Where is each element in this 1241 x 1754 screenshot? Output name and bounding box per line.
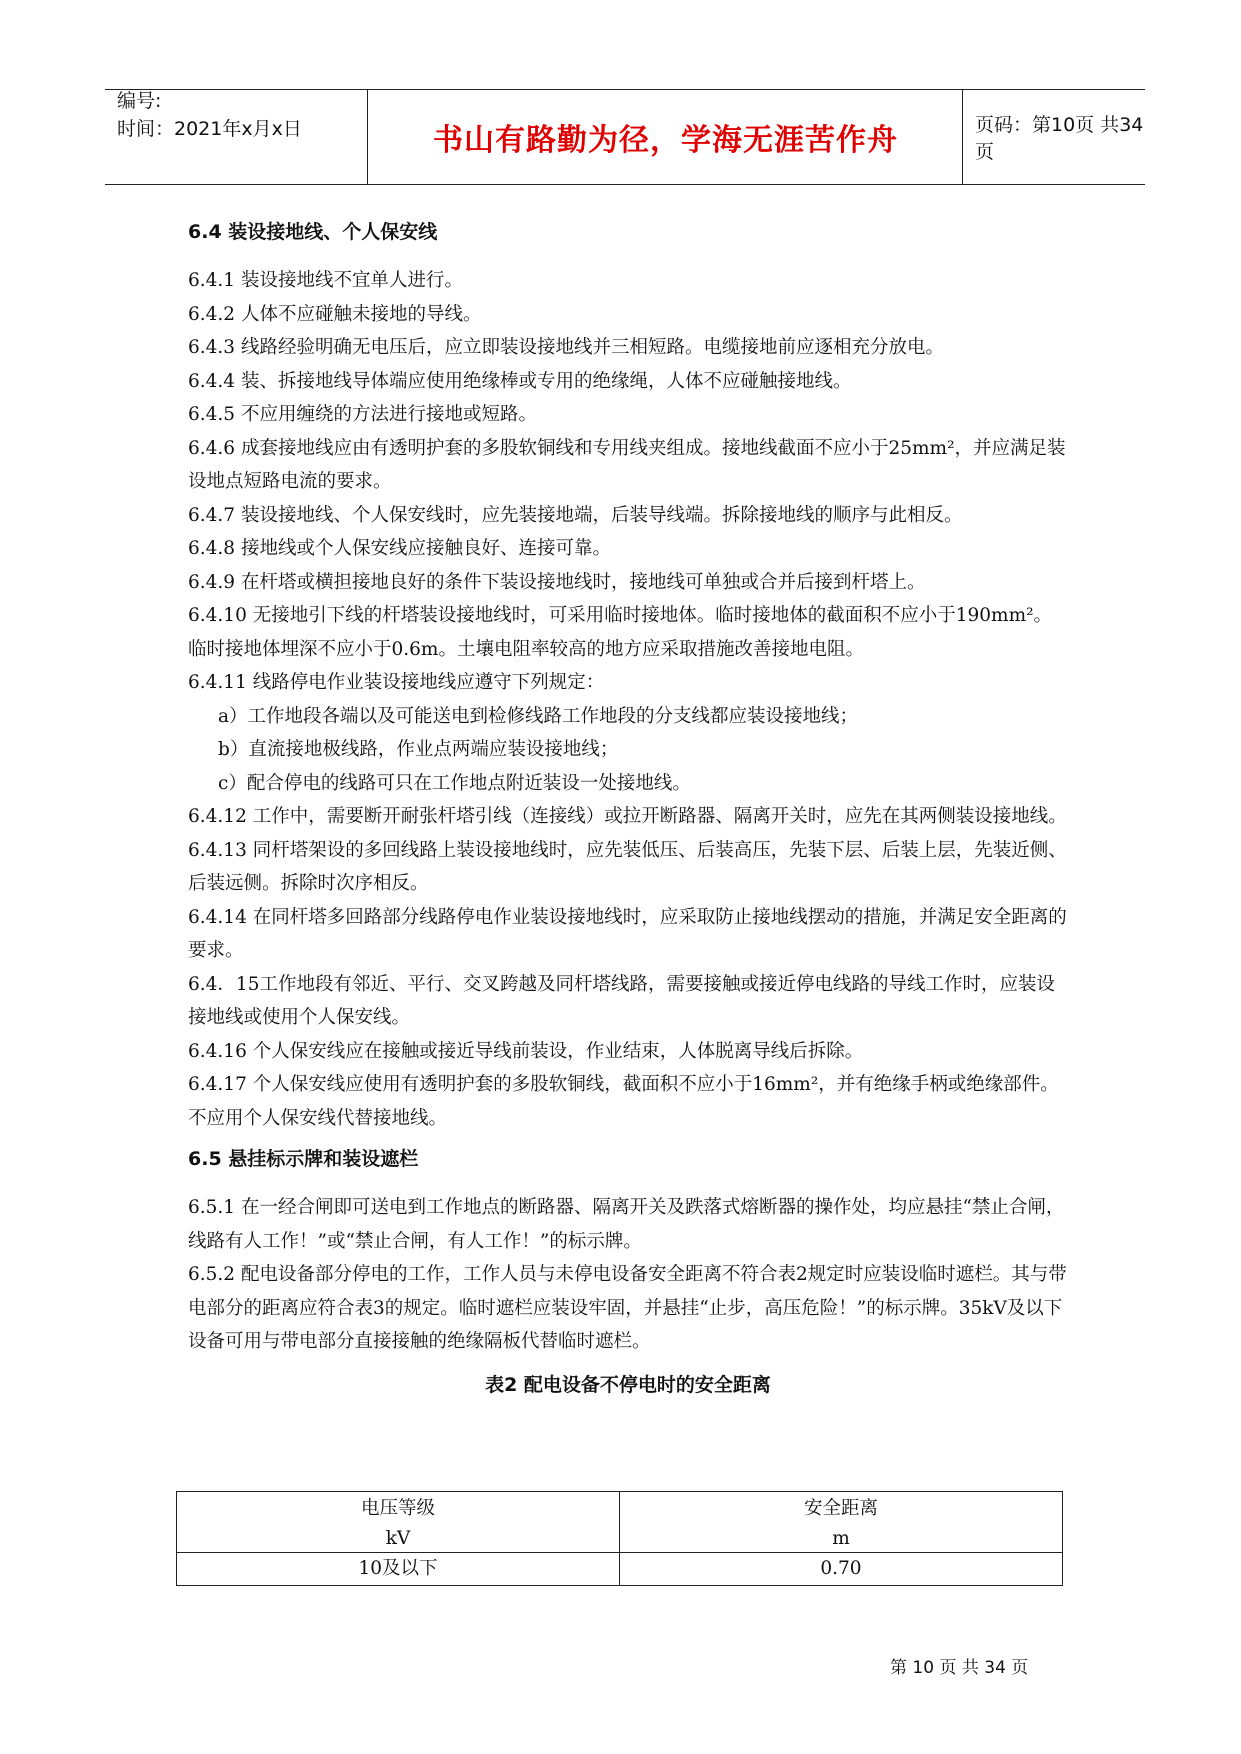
table-row [177,1553,1063,1586]
table-cell: 0.70 [620,1553,1063,1586]
table-cell: 10及以下 [177,1553,620,1586]
header-unit: kV [385,1528,411,1549]
paragraph: 6.4.7 装设接地线、个人保安线时，应先装接地端，后装导线端。拆除接地线的顺序与此相反。 [188,504,963,526]
list-item: b）直流接地极线路，作业点两端应装设接地线； [218,739,619,760]
table-caption: 表2 配电设备不停电时的安全距离 [485,1373,771,1396]
header-unit: m [832,1528,850,1549]
paragraph: 6.4.1 装设接地线不宜单人进行。 [188,270,463,291]
paragraph: 6.4.6 成套接地线应由有透明护套的多股软铜线和专用线夹组成。接地线截面不应小于25mm²，并应满足装设地点短路电流的要求。 [188,437,1066,492]
time-label: 时间：2021年x月x日 [117,118,302,140]
number-label: 编号: [117,90,162,112]
paragraph: 6.4.9 在杆塔或横担接地良好的条件下装设接地线时，接地线可单独或合并后接到杆塔上。 [188,571,926,593]
paragraph: 6.4.3 线路经验明确无电压后，应立即装设接地线并三相短路。电缆接地前应逐相充分放电。 [188,337,944,358]
section-heading: 6.5 悬挂标示牌和装设遮栏 [188,1148,419,1170]
paragraph: 6.4.10 无接地引下线的杆塔装设接地线时，可采用临时接地体。临时接地体的截面积不应小于190mm²。临时接地体埋深不应小于0.6m。土壤电阻率较高的地方应采取措施改善接地电阻。 [188,605,1053,660]
document-body [188,218,1068,1405]
paragraph: 6.5.2 配电设备部分停电的工作，工作人员与未停电设备安全距离不符合表2规定时应装设临时遮栏。其与带电部分的距离应符合表3的规定。临时遮栏应装设牢固，并悬挂“止步，高压危险！”的标示牌。35kV及以下设备可用与带电部分直接接触的绝缘隔板代替临时遮栏。 [188,1264,1067,1352]
header-label: 安全距离 [803,1498,878,1519]
paragraph: 6.4.14 在同杆塔多回路部分线路停电作业装设接地线时，应采取防止接地线摆动的措施，并满足安全距离的要求。 [188,906,1067,961]
header-label: 电压等级 [360,1498,435,1519]
page-header [105,89,1145,185]
table-header-row [177,1492,1063,1553]
header-cell-distance [620,1492,1063,1553]
header-meta [105,90,368,184]
paragraph: 6.4．15工作地段有邻近、平行、交叉跨越及同杆塔线路，需要接触或接近停电线路的导线工作时，应装设接地线或使用个人保安线。 [188,973,1055,1028]
page-footer-number: 第 10 页 共 34 页 [890,1658,1029,1678]
paragraph: 6.4.4 装、拆接地线导体端应使用绝缘棒或专用的绝缘绳，人体不应碰触接地线。 [188,370,852,392]
header-cell-voltage [177,1492,620,1553]
header-motto: 书山有路勤为径，学海无涯苦作舟 [369,90,963,184]
list-item: c）配合停电的线路可只在工作地点附近装设一处接地线。 [218,772,691,794]
paragraph: 6.4.16 个人保安线应在接触或接近导线前装设，作业结束，人体脱离导线后拆除。 [188,1040,864,1062]
section-heading: 6.4 装设接地线、个人保安线 [188,221,438,243]
paragraph: 6.4.12 工作中，需要断开耐张杆塔引线（连接线）或拉开断路器、隔离开关时，应先在其两侧装设接地线。 [188,806,1067,827]
paragraph: 6.4.5 不应用缠绕的方法进行接地或短路。 [188,404,537,425]
paragraph: 6.4.11 线路停电作业装设接地线应遵守下列规定： [188,672,605,693]
paragraph: 6.5.1 在一经合闸即可送电到工作地点的断路器、隔离开关及跌落式熔断器的操作处，均应悬挂“禁止合闸，线路有人工作！”或“禁止合闸，有人工作！”的标示牌。 [188,1197,1065,1252]
paragraph: 6.4.2 人体不应碰触未接地的导线。 [188,303,482,325]
paragraph: 6.4.13 同杆塔架设的多回线路上装设接地线时，应先装低压、后装高压，先装下层、后装上层，先装近侧、后装远侧。拆除时次序相反。 [188,839,1067,894]
list-item: a）工作地段各端以及可能送电到检修线路工作地段的分支线都应装设接地线； [218,705,859,727]
safety-distance-table [176,1491,1063,1586]
paragraph: 6.4.8 接地线或个人保安线应接触良好、连接可靠。 [188,538,611,559]
paragraph: 6.4.17 个人保安线应使用有透明护套的多股软铜线，截面积不应小于16mm²，并有绝缘手柄或绝缘部件。不应用个人保安线代替接地线。 [188,1074,1059,1129]
header-page-info: 页码：第10页 共34页 [975,114,1144,163]
